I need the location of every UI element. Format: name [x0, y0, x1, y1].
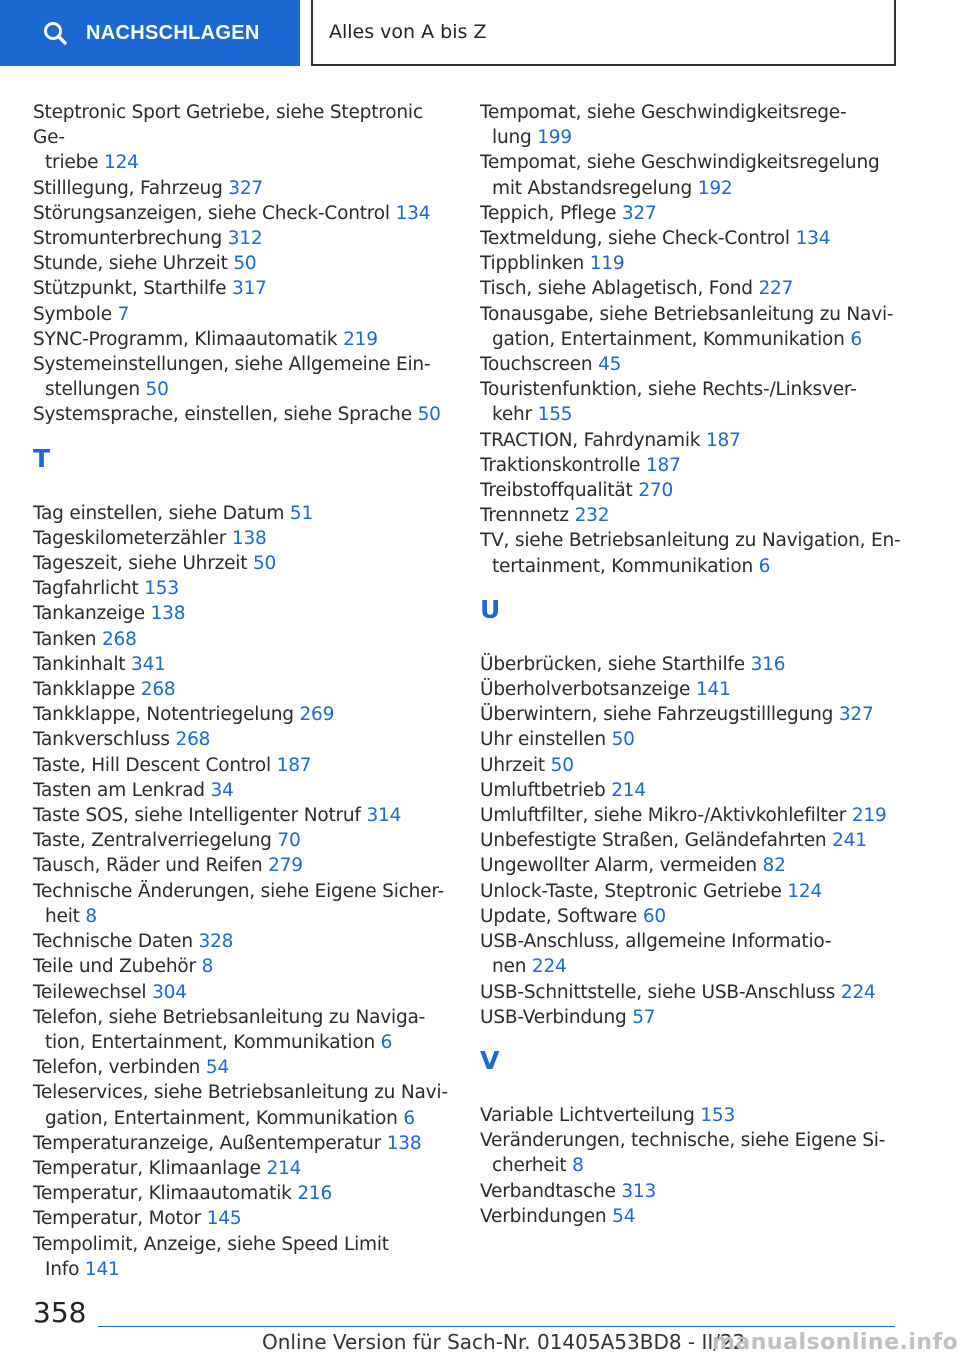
index-entry-text: TRACTION, Fahrdynamik [480, 429, 701, 451]
index-entry-text: tion, Entertainment, Kommunikation [45, 1031, 375, 1053]
nachschlagen-nav-button[interactable] [0, 0, 300, 66]
index-entry [33, 176, 453, 201]
index-entry-text: Teppich, Pflege [480, 202, 617, 224]
index-entry [33, 276, 453, 301]
page-reference-link[interactable]: 304 [152, 981, 187, 1003]
page-reference-link[interactable]: 34 [210, 779, 234, 801]
index-entry-text: Taste, Hill Descent Control [33, 754, 271, 776]
index-entry-text: cherheit [492, 1155, 567, 1177]
page-reference-link[interactable]: 327 [228, 177, 264, 199]
index-entry [33, 526, 453, 551]
index-entry-text: Unlock-Taste, Steptronic Getriebe [480, 880, 782, 902]
index-entry-text: Verbindungen [480, 1205, 607, 1227]
page-reference-link[interactable]: 313 [621, 1180, 657, 1202]
page-reference-link[interactable]: 227 [758, 278, 794, 300]
page-reference-link[interactable]: 8 [201, 956, 214, 978]
index-entry-text: Tempomat, siehe Geschwindigkeitsrege- [480, 102, 847, 123]
index-entry-text: Steptronic Sport Getriebe, siehe Steptronic Ge- [33, 102, 423, 149]
index-entry-text: Überwintern, siehe Fahrzeugstilllegung [480, 704, 834, 726]
page-reference-link[interactable]: 279 [268, 855, 303, 877]
index-entry [480, 853, 905, 878]
index-entry-text: Technische Änderungen, siehe Eigene Sicher- [33, 880, 445, 902]
index-entry [33, 1005, 453, 1055]
index-entry-text: Tempolimit, Anzeige, siehe Speed Limit [33, 1233, 389, 1255]
index-entry [33, 652, 453, 677]
online-version-text: Online Version für Sach-Nr. 01405A53BD8 - II/22 [262, 1330, 746, 1354]
index-entry-text: USB-Verbindung [480, 1006, 627, 1028]
index-entry [33, 828, 453, 853]
index-entry [480, 100, 905, 150]
page-reference-link[interactable]: 50 [550, 754, 574, 776]
index-entry [33, 576, 453, 601]
page-reference-link[interactable]: 270 [638, 480, 674, 502]
page-reference-link[interactable]: 269 [299, 704, 335, 726]
index-entry-text: Tankklappe [33, 679, 136, 701]
page-reference-link[interactable]: 214 [611, 779, 646, 801]
page-reference-link[interactable]: 224 [531, 956, 567, 978]
index-entry [480, 1179, 905, 1204]
index-entry [480, 428, 905, 453]
page-reference-link[interactable]: 138 [150, 603, 186, 625]
index-entry-text: Tageskilometerzähler [33, 527, 227, 549]
index-entry [33, 100, 453, 176]
index-entry-text: Stilllegung, Fahrzeug [33, 177, 223, 199]
index-entry [480, 352, 905, 377]
page-reference-link[interactable]: 219 [343, 328, 378, 350]
index-entry-text: Touristenfunktion, siehe Rechts-/Linksver- [480, 379, 857, 401]
index-entry-text: Taste, Zentralverriegelung [33, 830, 272, 852]
index-entry [33, 727, 453, 752]
index-entry [480, 778, 905, 803]
index-entry-text: Taste SOS, siehe Intelligenter Notruf [33, 805, 361, 827]
page-reference-link[interactable]: 327 [621, 202, 657, 224]
index-entry-text: Telefon, verbinden [33, 1057, 201, 1079]
page-reference-link[interactable]: 187 [645, 454, 681, 476]
page-reference-link[interactable]: 7 [117, 303, 130, 325]
page-reference-link[interactable]: 119 [589, 253, 625, 275]
index-entry-text: Tag einstellen, siehe Datum [33, 502, 285, 524]
index-entry [480, 753, 905, 778]
page-reference-link[interactable]: 54 [205, 1057, 230, 1079]
index-entry [480, 727, 905, 752]
index-entry-text: mit Abstandsregelung [492, 177, 693, 199]
index-entry-text: Ungewollter Alarm, vermeiden [480, 855, 757, 877]
index-entry [480, 503, 905, 528]
page-reference-link[interactable]: 60 [642, 905, 666, 927]
index-entry [33, 402, 453, 427]
index-entry-text: Störungsanzeigen, siehe Check-Control [33, 202, 390, 224]
index-entry [33, 302, 453, 327]
index-entry [480, 803, 905, 828]
index-entry-text: Teleservices, siehe Betriebsanleitung zu Navi- [33, 1082, 448, 1104]
index-entry-text: Unbefestigte Straßen, Geländefahrten [480, 830, 827, 852]
index-entry-text: Veränderungen, technische, siehe Eigene Si- [480, 1130, 886, 1152]
index-entry [33, 551, 453, 576]
index-entry-text: gation, Entertainment, Kommunikation [492, 328, 845, 350]
page-reference-link[interactable]: 6 [758, 555, 771, 577]
index-entry [480, 677, 905, 702]
page-reference-link[interactable]: 70 [277, 830, 301, 852]
page-reference-link[interactable]: 327 [838, 704, 874, 726]
page-reference-link[interactable]: 216 [297, 1183, 333, 1205]
index-entry-text: kehr [492, 404, 532, 426]
index-entry-text: SYNC-Programm, Klimaautomatik [33, 328, 338, 350]
index-column-right [480, 100, 905, 1229]
index-entry [480, 377, 905, 427]
page-reference-link[interactable]: 219 [851, 805, 887, 827]
index-entry [480, 980, 905, 1005]
index-entry-text: Tankverschluss [33, 729, 170, 751]
page-reference-link[interactable]: 192 [697, 177, 733, 199]
page-reference-link[interactable]: 224 [840, 981, 876, 1003]
index-entry-text: tertainment, Kommunikation [492, 555, 753, 577]
page-reference-link[interactable]: 6 [850, 328, 862, 350]
index-entry [480, 1204, 905, 1229]
page-reference-link[interactable]: 6 [380, 1031, 393, 1053]
index-entry-text: Überbrücken, siehe Starthilfe [480, 653, 745, 675]
index-entry [33, 954, 453, 979]
page-reference-link[interactable]: 138 [386, 1132, 422, 1154]
index-letter-heading: U [480, 594, 501, 624]
page-reference-link[interactable]: 214 [266, 1157, 302, 1179]
page-reference-link[interactable]: 134 [395, 202, 431, 224]
index-entry [33, 778, 453, 803]
page-reference-link[interactable]: 145 [206, 1208, 242, 1230]
page-reference-link[interactable]: 8 [85, 905, 97, 927]
page-reference-link[interactable]: 57 [632, 1006, 656, 1028]
index-entry [33, 201, 453, 226]
index-entry-text: stellungen [45, 379, 140, 401]
index-entry-text: Tankklappe, Notentriegelung [33, 704, 294, 726]
page-reference-link[interactable]: 124 [787, 880, 823, 902]
index-entry [480, 652, 905, 677]
index-entry [33, 601, 453, 626]
page-header [0, 0, 960, 66]
page-reference-link[interactable]: 124 [104, 152, 139, 174]
index-entry-text: Umluftbetrieb [480, 779, 606, 801]
index-entry-text: Textmeldung, siehe Check-Control [480, 228, 790, 250]
index-entry-text: nen [492, 956, 527, 978]
index-entry [33, 702, 453, 727]
index-entry [480, 929, 905, 979]
footer-divider [98, 1326, 895, 1327]
index-entry [33, 753, 453, 778]
page-reference-link[interactable]: 328 [198, 931, 234, 953]
page-reference-link[interactable]: 138 [231, 527, 267, 549]
index-entry-text: Temperatur, Klimaanlage [33, 1157, 261, 1179]
index-entry-text: heit [45, 905, 80, 927]
index-entry [480, 478, 905, 503]
page-reference-link[interactable]: 51 [289, 502, 314, 524]
index-entry-text: Systemeinstellungen, siehe Allgemeine Ein- [33, 354, 431, 376]
index-entry [33, 627, 453, 652]
index-entry-text: Tagfahrlicht [33, 578, 139, 600]
page-reference-link[interactable]: 268 [140, 679, 176, 701]
index-entry [33, 327, 453, 352]
index-entry [33, 879, 453, 929]
page-reference-link[interactable]: 312 [227, 228, 263, 250]
index-entry-text: Tippblinken [480, 253, 585, 275]
index-entry [480, 276, 905, 301]
index-entry [33, 1206, 453, 1231]
index-entry-text: Tankinhalt [33, 653, 126, 675]
index-entry [480, 828, 905, 853]
index-entry-text: Stunde, siehe Uhrzeit [33, 253, 228, 275]
page-reference-link[interactable]: 50 [145, 379, 169, 401]
index-entry [33, 803, 453, 828]
page-reference-link[interactable]: 268 [101, 628, 137, 650]
page-reference-link[interactable]: 199 [537, 127, 572, 149]
index-entry [480, 904, 905, 929]
index-entry [480, 1005, 905, 1030]
index-entry [33, 501, 453, 526]
index-entry [480, 302, 905, 352]
page-reference-link[interactable]: 134 [795, 228, 831, 250]
index-entry-text: Technische Daten [33, 931, 193, 953]
index-entry-text: USB-Schnittstelle, siehe USB-Anschluss [480, 981, 836, 1003]
index-entry-text: Tanken [33, 628, 97, 650]
index-entry-text: gation, Entertainment, Kommunikation [45, 1107, 398, 1129]
page-reference-link[interactable]: 341 [131, 653, 166, 675]
index-entry-text: triebe [45, 152, 99, 174]
index-entry [33, 1055, 453, 1080]
index-entry [33, 1156, 453, 1181]
index-entry-text: Temperatur, Klimaautomatik [33, 1183, 292, 1205]
index-entry [33, 853, 453, 878]
page-reference-link[interactable]: 50 [233, 253, 257, 275]
index-entry-text: Stützpunkt, Starthilfe [33, 278, 227, 300]
index-entry-text: TV, siehe Betriebsanleitung zu Navigation, En- [480, 530, 901, 552]
page-reference-link[interactable]: 317 [232, 278, 267, 300]
index-entry [33, 352, 453, 402]
page-reference-link[interactable]: 187 [276, 754, 312, 776]
index-entry-text: Tisch, siehe Ablagetisch, Fond [480, 278, 753, 300]
index-entry-text: Überholverbotsanzeige [480, 679, 691, 701]
index-entry-text: Tempomat, siehe Geschwindigkeitsregelung [480, 152, 880, 174]
watermark-text: manualsonline.info [712, 1330, 959, 1355]
page-number: 358 [33, 1296, 87, 1329]
index-entry-text: Tankanzeige [33, 603, 145, 625]
index-entry [33, 1181, 453, 1206]
page-reference-link[interactable]: 82 [762, 855, 786, 877]
index-entry-text: Treibstoffqualität [480, 480, 633, 502]
index-entry-text: USB-Anschluss, allgemeine Informatio- [480, 931, 832, 953]
index-entry [33, 980, 453, 1005]
index-entry-text: Temperatur, Motor [33, 1208, 202, 1230]
index-entry [480, 1128, 905, 1178]
index-entry-text: Info [45, 1258, 80, 1280]
page-reference-link[interactable]: 54 [612, 1205, 636, 1227]
page-reference-link[interactable]: 268 [175, 729, 211, 751]
index-entry-text: Traktionskontrolle [480, 454, 641, 476]
index-column-left [33, 100, 453, 1282]
index-entry [480, 226, 905, 251]
index-entry-text: Variable Lichtverteilung [480, 1104, 695, 1126]
page-reference-link[interactable]: 153 [700, 1104, 736, 1126]
index-entry [33, 1232, 453, 1282]
index-entry [33, 1131, 453, 1156]
index-entry-text: Teile und Zubehör [33, 956, 196, 978]
page-reference-link[interactable]: 316 [750, 653, 786, 675]
index-letter-heading: V [480, 1045, 500, 1075]
index-entry [33, 226, 453, 251]
page-reference-link[interactable]: 314 [366, 805, 402, 827]
page-reference-link[interactable]: 50 [417, 404, 441, 426]
page-reference-link[interactable]: 8 [572, 1155, 584, 1177]
section-title: Alles von A bis Z [329, 21, 487, 43]
page-reference-link[interactable]: 141 [695, 679, 731, 701]
index-entry-text: Tausch, Räder und Reifen [33, 855, 263, 877]
index-entry [480, 528, 905, 578]
index-entry [480, 702, 905, 727]
index-entry-text: Umluftfilter, siehe Mikro-/Aktivkohlefilter [480, 805, 847, 827]
index-entry-text: Uhr einstellen [480, 729, 606, 751]
index-entry-text: Teilewechsel [33, 981, 147, 1003]
index-entry-text: Temperaturanzeige, Außentemperatur [33, 1132, 382, 1154]
index-entry [480, 201, 905, 226]
search-icon [42, 20, 68, 46]
index-entry-text: Systemsprache, einstellen, siehe Sprache [33, 404, 412, 426]
index-entry-text: Tageszeit, siehe Uhrzeit [33, 553, 248, 575]
index-entry [33, 251, 453, 276]
index-entry [33, 1080, 453, 1130]
index-entry-text: Verbandtasche [480, 1180, 616, 1202]
page-reference-link[interactable]: 241 [832, 830, 867, 852]
index-entry-text: lung [492, 127, 532, 149]
index-entry-text: Tasten am Lenkrad [33, 779, 205, 801]
index-entry-text: Update, Software [480, 905, 638, 927]
nav-button-label: NACHSCHLAGEN [86, 21, 260, 44]
index-entry-text: Tonausgabe, siehe Betriebsanleitung zu Navi- [480, 303, 894, 325]
page-reference-link[interactable]: 50 [252, 553, 277, 575]
page-reference-link[interactable]: 45 [598, 354, 622, 376]
page-reference-link[interactable]: 141 [84, 1258, 120, 1280]
index-entry [480, 453, 905, 478]
page-reference-link[interactable]: 187 [705, 429, 741, 451]
index-letter-heading: T [33, 443, 51, 473]
index-entry-text: Telefon, siehe Betriebsanleitung zu Naviga- [33, 1006, 426, 1028]
index-entry [480, 1103, 905, 1128]
page-reference-link[interactable]: 153 [144, 578, 179, 600]
index-entry [33, 929, 453, 954]
index-entry-text: Touchscreen [480, 354, 593, 376]
page-reference-link[interactable]: 232 [574, 505, 610, 527]
index-entry [480, 150, 905, 200]
page-reference-link[interactable]: 155 [537, 404, 573, 426]
page-reference-link[interactable]: 6 [403, 1107, 415, 1129]
index-entry-text: Trennnetz [480, 505, 569, 527]
index-entry-text: Symbole [33, 303, 112, 325]
section-title-box [311, 0, 896, 66]
index-entry [33, 677, 453, 702]
index-entry-text: Stromunterbrechung [33, 228, 223, 250]
index-entry-text: Uhrzeit [480, 754, 545, 776]
page-reference-link[interactable]: 50 [611, 729, 635, 751]
index-entry [480, 251, 905, 276]
index-entry [480, 879, 905, 904]
